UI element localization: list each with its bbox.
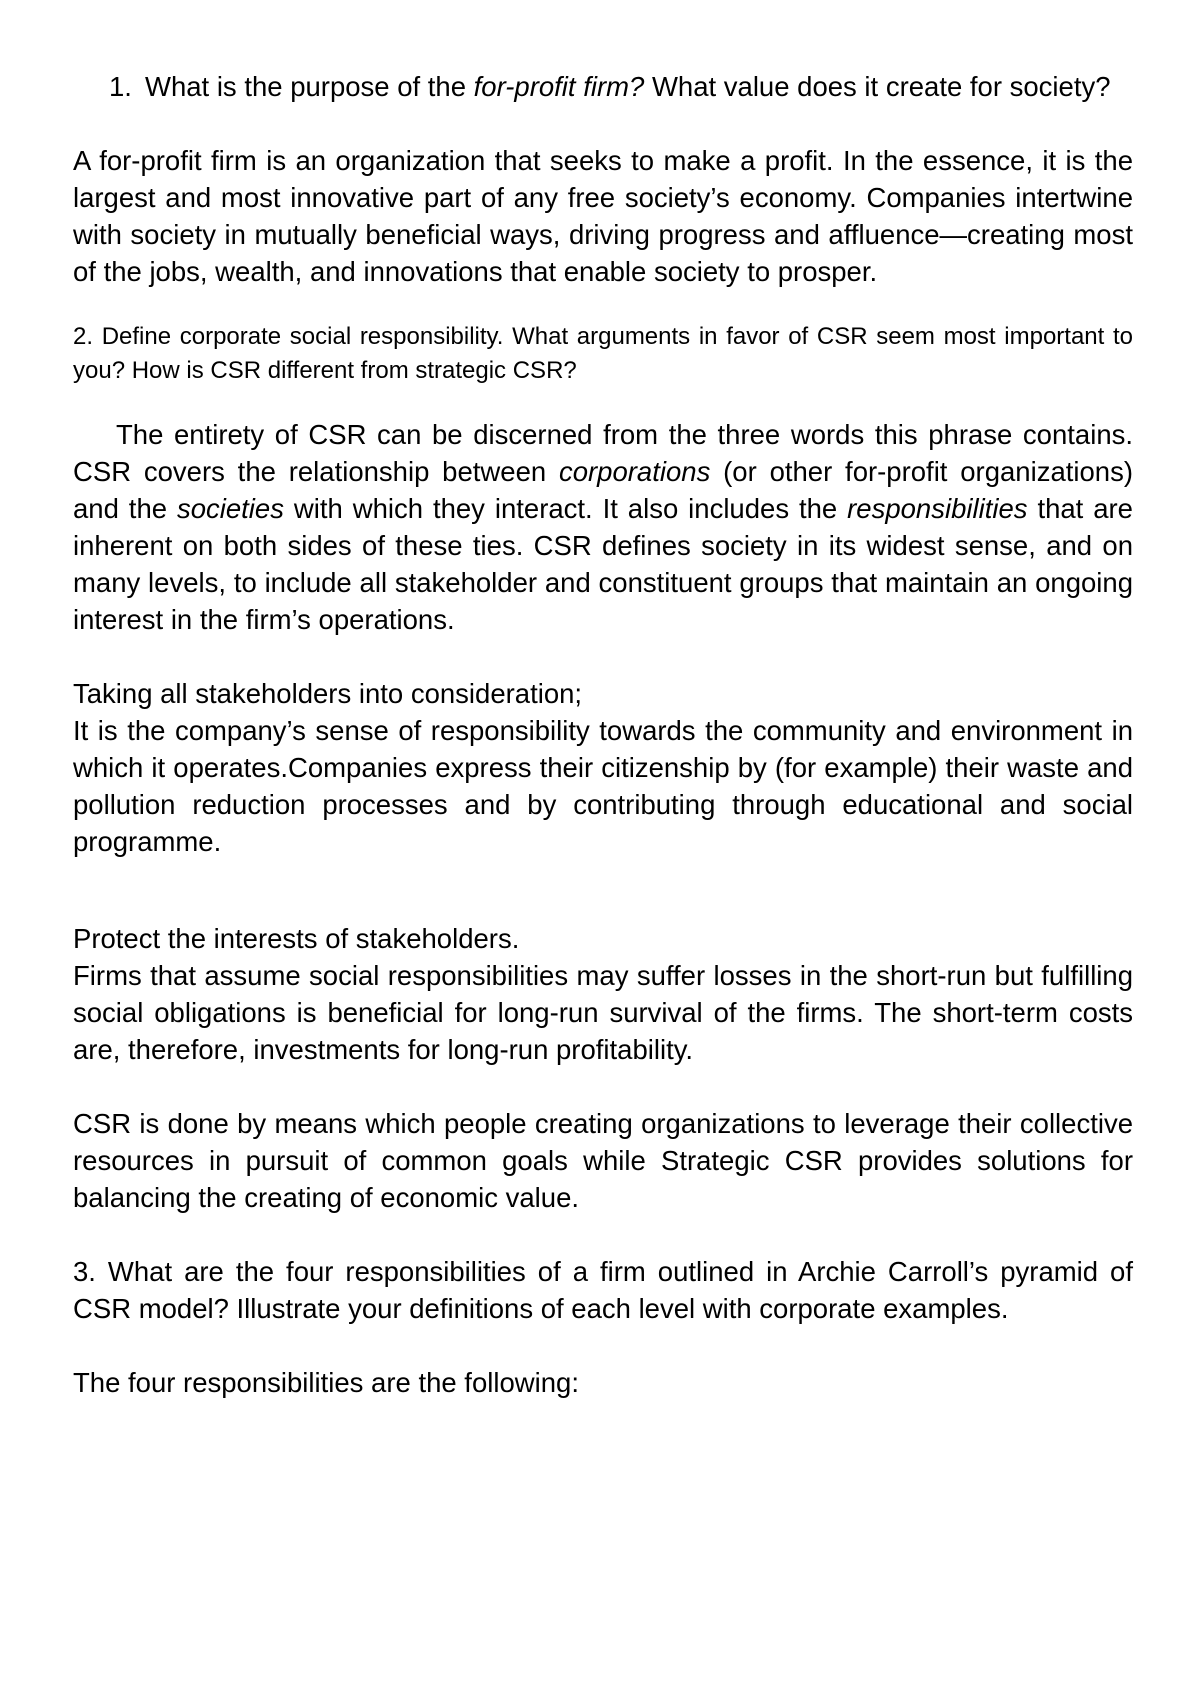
csr-vs-strategic-paragraph: CSR is done by means which people creating organizations to leverage their collective resources in pursuit of common goals while Strategic CSR provides solutions for balancing the creating of economic value.	[73, 1108, 1133, 1213]
question-1-number: 1.	[109, 71, 132, 102]
italic-term-corporations: corporations	[558, 456, 711, 487]
answer-3-intro: The four responsibilities are the following:	[73, 1367, 579, 1398]
answer-1-paragraph: A for-profit firm is an organization that seeks to make a profit. In the essence, it is the largest and most innovative part of any free society’s economy. Companies intertwine with society in mutually beneficial ways, driving progress and affluence—creating most of the jobs, wealth, and innovations that enable society to prosper.	[73, 145, 1133, 287]
question-1-text: What is the purpose of the for-profit firm? What value does it create for society?	[145, 71, 1111, 102]
italic-term-societies: societies	[176, 493, 284, 524]
question-1	[73, 68, 1133, 105]
question-2-text: Define corporate social responsibility. What arguments in favor of CSR seem most important to you? How is CSR different from strategic CSR?	[73, 323, 1133, 384]
question-1-italic-term: for-profit firm?	[473, 71, 645, 102]
italic-term-responsibilities: responsibilities	[847, 493, 1028, 524]
question-3: 3. What are the four responsibilities of a firm outlined in Archie Carroll’s pyramid of CSR model? Illustrate your definitions of each level with corporate examples.	[73, 1256, 1133, 1324]
protect-paragraph: Firms that assume social responsibilities may suffer losses in the short-run but fulfilling social obligations is beneficial for long-run survival of the firms. The short-term costs are, therefore, investments for long-run profitability.	[73, 960, 1133, 1065]
question-2	[73, 320, 1133, 388]
answer-2-paragraph: The entirety of CSR can be discerned from the three words this phrase contains. CSR covers the relationship between corporations (or other for-profit organizations) and the societies with which they interact. It also includes the responsibilities that are inherent on both sides of these ties. CSR defines society in its widest sense, and on many levels, to include all stakeholder and constituent groups that maintain an ongoing interest in the firm’s operations.	[73, 419, 1133, 635]
question-2-number: 2.	[73, 323, 94, 350]
stakeholders-heading: Taking all stakeholders into consideration;	[73, 678, 583, 709]
protect-heading: Protect the interests of stakeholders.	[73, 923, 520, 954]
stakeholders-paragraph: It is the company’s sense of responsibility towards the community and environment in which it operates.Companies express their citizenship by (for example) their waste and pollution reduction processes and by contributing through educational and social programme.	[73, 715, 1133, 857]
document-page	[73, 68, 1133, 1401]
